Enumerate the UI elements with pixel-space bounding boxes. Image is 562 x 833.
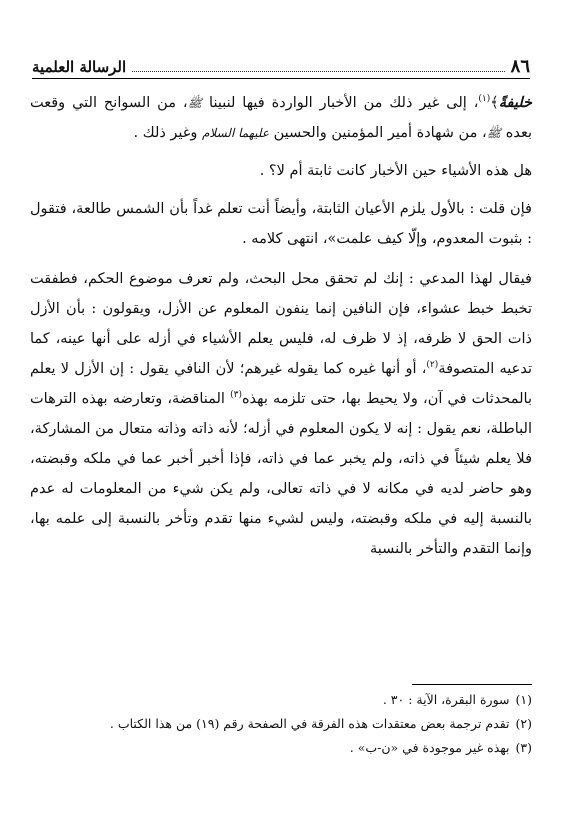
- header-leader-dots: [132, 70, 504, 72]
- paragraph-2: هل هذه الأشياء حين الأخبار كانت ثابتة أم لا؟ .: [259, 163, 532, 179]
- footnote-ref-2: (٢): [426, 360, 439, 371]
- running-title: الرسالة العلمية: [32, 58, 127, 76]
- footnote-text: تقدم ترجمة بعض معتقدات هذه الفرقة في الصفحة رقم (١٩) من هذا الكتاب .: [109, 716, 510, 731]
- footnote-separator: [412, 684, 532, 685]
- paragraph-4-text-c: المناقضة، وتعارضه بهذه الترهات الباطلة، نعم يقول : إنه لا يكون المعلوم في أزله؛ لأنه ذاته وذاته متعال من المشاركة، فلا يعلم شيئاً في ذاته، ولم يخبر عما في ذاته، فإذا أخبر أخبر عما في ملكه وقبضته، وهو حاضر لديه في مكانه لا في ذاته تعالى، ولم يكن شيء من المعلومات له عدم بالنسبة إليه في ملكه وقبضته، وليس لشيء منها تقدم وتأخر بالنسبة إلى علمه بها، وإنما التقدم والتأخر بالنسبة: [30, 391, 532, 557]
- footnote-ref-3: (٣): [230, 390, 242, 401]
- paragraph-4-text-a: فيقال لهذا المدعي : إنك لم تحقق محل البحث، ولم تعرف موضوع الحكم، فطفقت تخبط خبط عشواء، فإن النافين إنما ينفون المعلوم عن الأزل، ويقولون : بأن الأزل ذات الحق لا ظرفه، إذ لا ظرف له، فليس يعلم الأشياء في أزله على أنها عينه، كما تدعيه المتصوفة: [30, 271, 532, 377]
- paragraph-1-text-d: وغير ذلك .: [133, 125, 198, 141]
- footnote-2: [30, 712, 532, 736]
- paragraph-1-text-a: ، إلى غير ذلك من الأخبار الواردة فيها لنبينا: [209, 95, 479, 111]
- footnote-number: (٢): [515, 716, 532, 731]
- footnote-number: (٣): [515, 740, 532, 755]
- main-text: [30, 88, 532, 572]
- paragraph-4: [30, 264, 532, 564]
- footnote-number: (١): [515, 692, 532, 707]
- page-header: [32, 52, 530, 79]
- paragraph-1: [30, 88, 532, 148]
- footnote-3: [30, 736, 532, 760]
- ayah-close-bracket: ﴾: [490, 95, 499, 111]
- honorific-2: ﷺ: [486, 126, 502, 140]
- footnote-text: سورة البقرة، الآية : ٣٠ .: [382, 692, 510, 707]
- footnote-ref-1: (١): [478, 94, 491, 105]
- quranic-word: خليفةً: [498, 94, 533, 111]
- paragraph-1-text-b: ، من السوانح التي وقعت بعده: [30, 95, 532, 141]
- footnote-1: [30, 688, 532, 712]
- page-number: ٨٦: [510, 56, 530, 77]
- honorific-3: عليهما السلام: [202, 126, 269, 140]
- honorific-1: ﷺ: [187, 96, 203, 110]
- paragraph-1-text-c: ، من شهادة أمير المؤمنين والحسين: [273, 125, 487, 141]
- footnotes: [30, 688, 532, 760]
- footnote-text: بهذه غير موجودة في «ن-ب» .: [349, 740, 510, 755]
- paragraph-4-text-b: ، أو أنها غيره كما يقوله غيرهم؛ لأن النافي يقول : إن الأزل لا يعلم بالمحدثات في آن، ولا يحيط بها، حتى تلزمه بهذه: [30, 361, 532, 407]
- paragraph-3: فإن قلت : بالأول يلزم الأعيان الثابتة، وأيضاً أنت تعلم غداً بأن الشمس طالعة، فتقول : بثبوت المعدوم، وإلّا كيف علمت»، انتهى كلامه .: [30, 201, 532, 247]
